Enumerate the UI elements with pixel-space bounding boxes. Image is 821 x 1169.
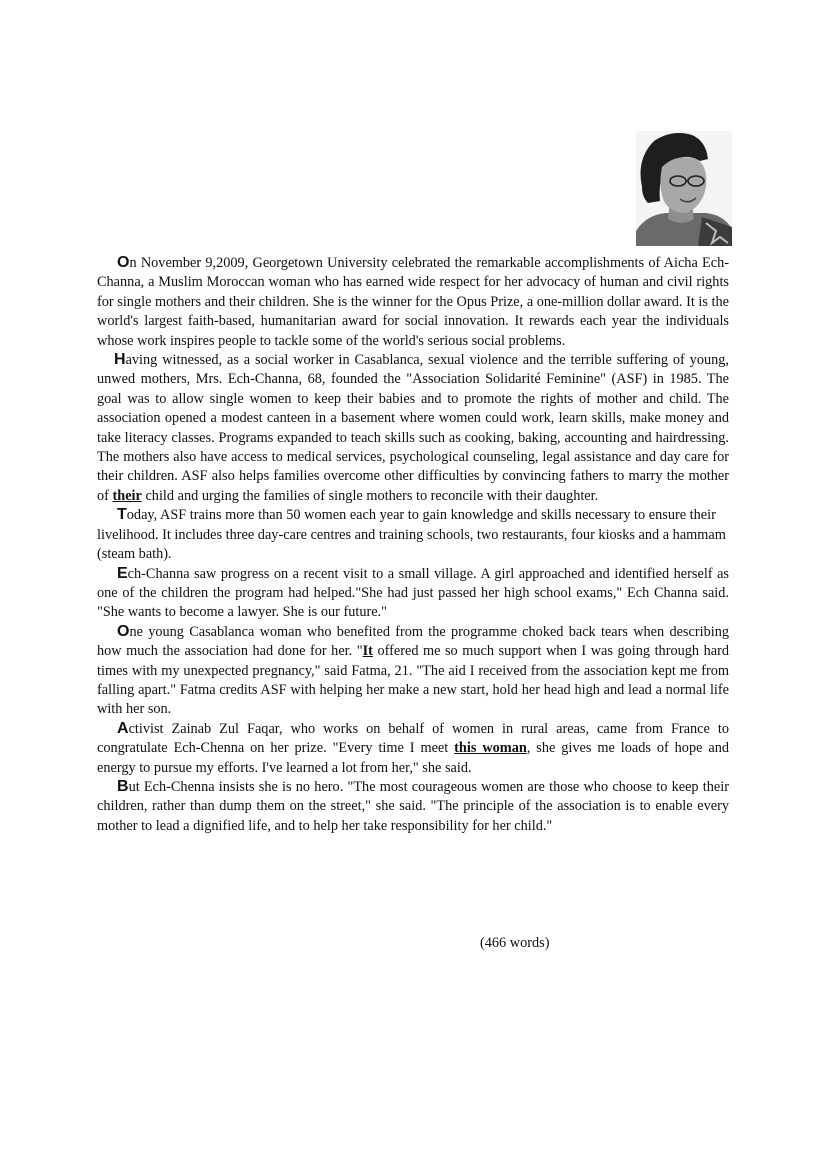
article-body xyxy=(97,254,729,836)
drop-initial: B xyxy=(117,777,129,795)
paragraph-text: offered me so much support when I was going through hard times with my unexpected pregnancy," said Fatma, 21. "The aid I received from the association kept me from falling apart." Fatma credits ASF with helping her make a new start, hold her head high and lead a normal life with her son. xyxy=(97,643,729,718)
paragraph-text: ne young Casablanca woman who benefited from the programme choked back tears when describing how much the association had done for her. " xyxy=(97,623,729,660)
emphasized-word: their xyxy=(112,487,142,504)
paragraph-text: ctivist Zainab Zul Faqar, who works on behalf of women in rural areas, came from France to congratulate Ech-Chenna on her prize. "Every time I meet xyxy=(97,720,729,757)
paragraph-text: n November 9,2009, Georgetown University celebrated the remarkable accomplishments of Aicha Ech-Channa, a Muslim Moroccan woman who has earned wide respect for her advocacy of human and civil rights for single mothers and their children. She is the winner for the Opus Prize, a one-million dollar award. It is the world's largest faith-based, humanitarian award for social innovation. It rewards each year the individuals whose work inspires people to tackle some of the world's serious social problems. xyxy=(97,255,729,349)
paragraph-text: ut Ech-Chenna insists she is no hero. "The most courageous women are those who choose to keep their children, rather than dump them on the street," she said. "The principle of the association is to enable every mother to lead a dignified life, and to help her take responsibility for her child." xyxy=(97,778,729,834)
drop-initial: T xyxy=(117,506,127,524)
paragraph xyxy=(97,254,729,351)
drop-initial: A xyxy=(117,719,129,737)
word-count: (466 words) xyxy=(480,935,550,951)
paragraph-text: , she gives me loads of hope and energy to pursue my efforts. I've learned a lot from her," she said. xyxy=(97,740,729,776)
paragraph xyxy=(97,351,729,506)
paragraph-text: oday, ASF trains more than 50 women each year to gain knowledge and skills necessary to ensure their livelihood. It includes three day-care centres and training schools, two restaurants, four kiosks and a hammam (steam bath). xyxy=(97,507,726,563)
paragraph-text: ch-Channa saw progress on a recent visit to a small village. A girl approached and identified herself as one of the children the program had helped."She had just passed her high school exams," Ech Channa said. "She wants to become a lawyer. She is our future." xyxy=(97,565,729,621)
paragraph xyxy=(97,778,729,836)
paragraph xyxy=(97,506,729,564)
paragraph-text: aving witnessed, as a social worker in Casablanca, sexual violence and the terrible suffering of young, unwed mothers, Mrs. Ech-Channa, 68, founded the "Association Solidarité Feminine" (ASF) in 1985. The goal was to allow single women to keep their babies and to promote the rights of mother and child. The association opened a modest canteen in a basement where women could work, learn skills, make money and take literacy classes. Programs expanded to teach skills such as cooking, baking, accounting and hairdressing. The mothers also have access to medical services, psychological counseling, legal assistance and day care for their children. ASF also helps families overcome other difficulties by convincing fathers to marry the mother of xyxy=(97,352,729,504)
drop-initial: E xyxy=(117,564,128,582)
paragraph xyxy=(97,623,729,720)
drop-initial: O xyxy=(117,622,130,640)
emphasized-word: this woman xyxy=(454,740,527,757)
paragraph-text: child and urging the families of single mothers to reconcile with their daughter. xyxy=(141,487,599,504)
drop-initial: O xyxy=(117,254,130,271)
portrait-photo xyxy=(636,131,732,246)
drop-initial: H xyxy=(114,351,126,369)
paragraph xyxy=(97,565,729,623)
emphasized-word: It xyxy=(362,643,373,660)
portrait-illustration xyxy=(636,131,732,246)
paragraph xyxy=(97,720,729,778)
